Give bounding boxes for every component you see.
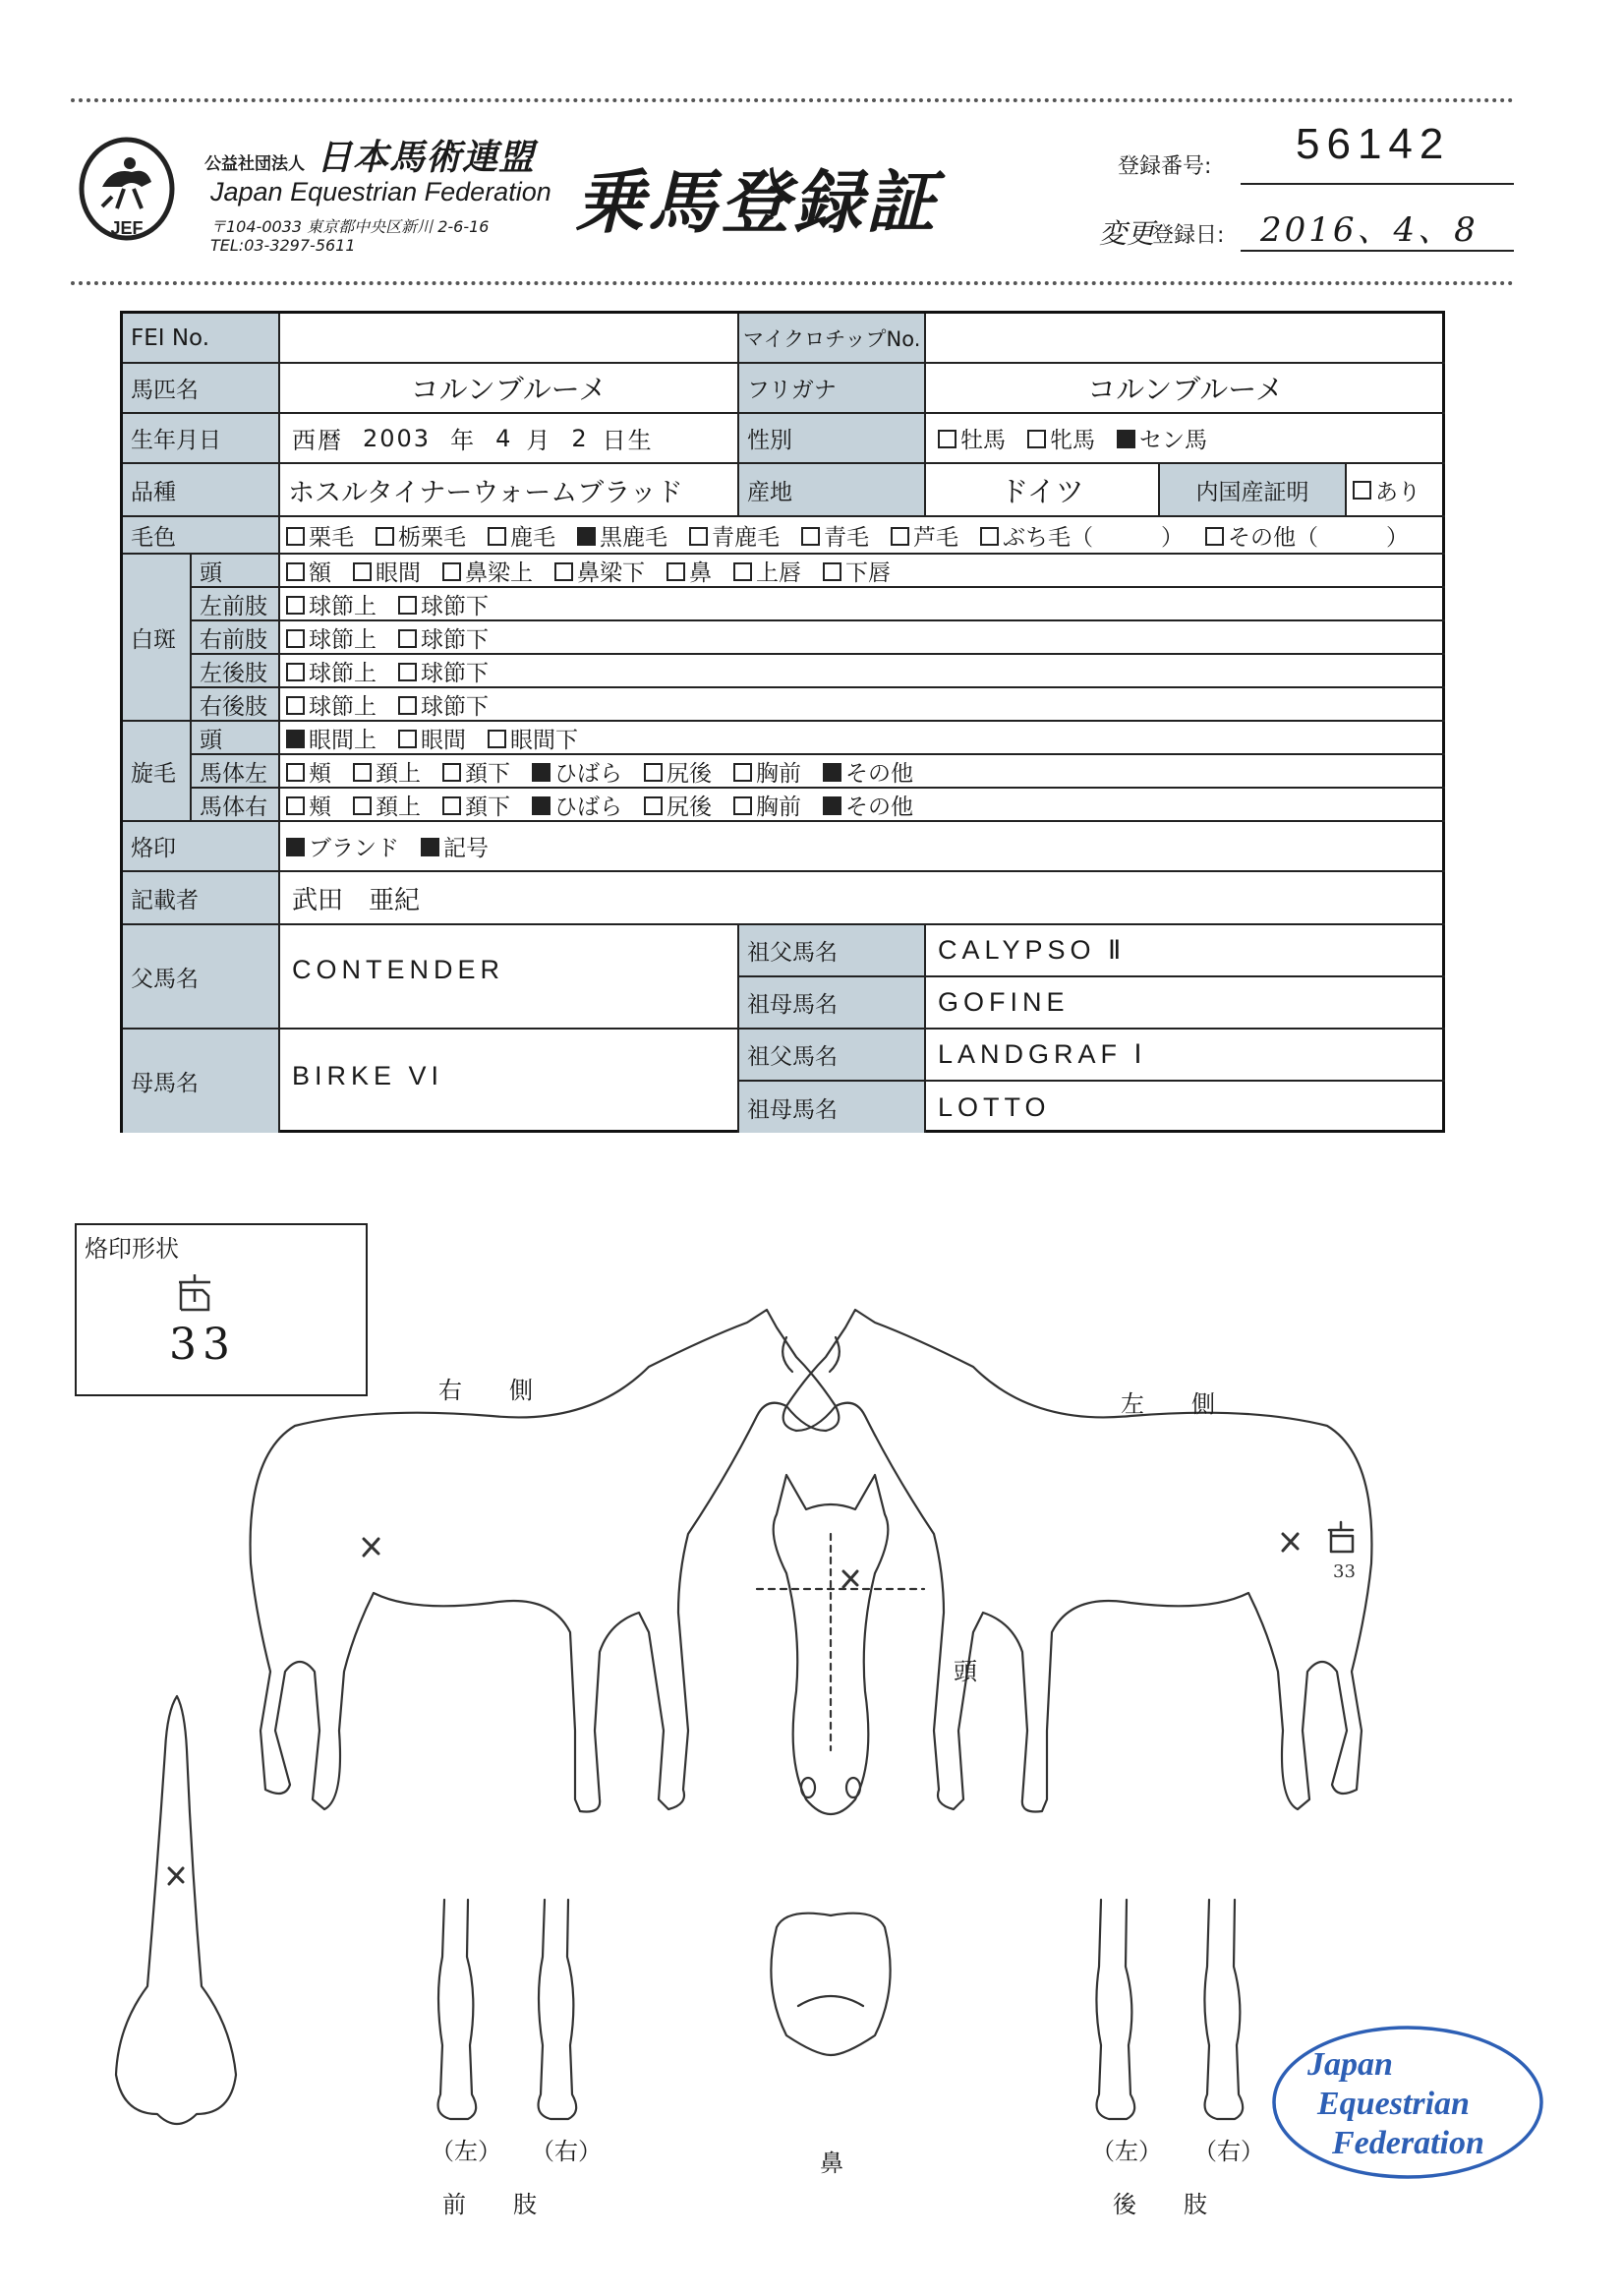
option-item [398,722,466,754]
fei-label: FEI No. [123,314,280,364]
option-checkbox[interactable] [398,663,417,681]
option-item [286,588,377,620]
whorl-label: 旋毛 [123,722,192,822]
name-label: 馬匹名 [123,364,280,414]
option-checkbox[interactable] [733,796,752,815]
white-part-right-hind: 右後肢 [192,688,280,722]
option-label: 球節下 [421,626,489,653]
brand-options [280,822,1445,872]
option-checkbox[interactable] [286,730,305,748]
option-checkbox[interactable] [891,527,909,546]
option-label: 眼間上 [309,727,377,753]
option-checkbox[interactable] [353,796,372,815]
option-checkbox[interactable] [532,763,551,782]
option-checkbox[interactable] [532,796,551,815]
sex-label: 性別 [739,414,926,464]
option-item [1117,422,1207,454]
reg-number-label: 登録番号: [1118,154,1212,179]
option-item [554,555,645,587]
option-checkbox[interactable] [1205,527,1224,546]
option-checkbox[interactable] [286,596,305,615]
birth-month: 4 [495,424,513,452]
stamp-line1: Japan [1307,2046,1393,2083]
change-mark: 変更 [1099,217,1155,250]
domestic-cert-label: 内国産証明 [1160,464,1347,517]
option-label: ブランド [309,836,399,861]
option-label: 鼻 [689,559,712,586]
horse-top-view [116,1696,236,2124]
option-label: 黒鹿毛 [600,524,667,551]
option-label: 眼間 [376,559,421,586]
org-name-en: Japan Equestrian Federation [210,177,551,206]
option-item [442,755,510,788]
option-checkbox[interactable] [938,430,956,448]
option-item [733,755,801,788]
option-label: その他 [845,760,913,787]
option-checkbox[interactable] [286,562,305,581]
option-label: 球節上 [309,693,377,720]
option-checkbox[interactable] [442,562,461,581]
option-checkbox[interactable] [644,763,663,782]
option-label: その他（ ） [1228,524,1409,551]
option-label: 頬 [309,794,331,820]
option-checkbox[interactable] [823,763,841,782]
option-label: 胸前 [756,760,801,787]
option-item [823,789,913,821]
option-item [801,519,869,552]
birth-year: 2003 [363,424,432,452]
option-label: 尻後 [667,760,712,787]
option-checkbox[interactable] [644,796,663,815]
option-item [532,755,622,788]
option-item [286,789,331,821]
hind-left-label: （左） [1091,2138,1162,2165]
white-options-right-hind [280,688,1445,722]
option-item [980,519,1184,552]
fei-value [280,314,739,364]
option-item [442,555,533,587]
logo-text: JEF [110,218,144,238]
breed-label: 品種 [123,464,280,517]
domestic-cert-option [1347,464,1445,517]
option-item [376,519,466,552]
whorl-options-head [280,722,1445,755]
option-label: 球節下 [421,693,489,720]
option-item [823,555,891,587]
option-checkbox[interactable] [1117,430,1135,448]
option-label: 記号 [443,836,489,861]
option-checkbox[interactable] [667,562,685,581]
white-part-left-fore: 左前肢 [192,588,280,621]
birth-day: 2 [571,424,589,452]
whorl-part-body-right: 馬体右 [192,789,280,822]
option-checkbox[interactable] [577,527,596,546]
option-item [644,789,712,821]
reg-number: 56142 [1296,120,1451,168]
fore-right-label: （右） [531,2138,602,2165]
granddam-label-1: 祖母馬名 [739,977,926,1030]
option-checkbox[interactable] [398,596,417,615]
option-label: 眼間下 [510,727,578,753]
option-item [286,830,399,862]
birth-m-unit: 月 [526,427,552,454]
birth-value [280,414,739,464]
option-label: ひばら [554,760,622,787]
microchip-label: マイクロチップNo. [739,314,926,364]
option-item [689,519,780,552]
left-side-label: 左 側 [1121,1390,1215,1418]
white-label: 白斑 [123,555,192,722]
org-prefix: 公益社団法人 [204,154,305,174]
option-checkbox[interactable] [823,796,841,815]
horse-diagram [0,1278,1623,2262]
option-item [532,789,622,821]
reg-date-label: 登録日: [1152,223,1225,248]
hindlimbs-label: 後 肢 [1113,2191,1207,2218]
option-item [286,621,377,654]
option-label: その他 [845,794,913,820]
option-label: 眼間 [421,727,466,753]
option-checkbox[interactable] [488,730,506,748]
bottom-dotted-divider [71,281,1514,285]
option-item [398,588,489,620]
option-checkbox[interactable] [1027,430,1046,448]
option-checkbox[interactable] [353,562,372,581]
reg-number-underline [1241,183,1514,185]
option-checkbox[interactable] [353,763,372,782]
granddam-label-2: 祖母馬名 [739,1082,926,1133]
origin-label: 産地 [739,464,926,517]
option-item [286,655,377,687]
white-options-left-hind [280,655,1445,688]
option-label: 青鹿毛 [712,524,780,551]
whorl-part-head: 頭 [192,722,280,755]
option-checkbox[interactable] [733,763,752,782]
dam-label: 母馬名 [123,1030,280,1133]
option-checkbox[interactable] [421,838,439,856]
domestic-cert-option-label: あり [1375,479,1420,505]
org-tel: TEL:03-3297-5611 [210,236,356,255]
horse-right-side [251,1310,840,1812]
option-label: ぶち毛（ ） [1003,524,1184,551]
option-checkbox[interactable] [689,527,708,546]
option-item [667,555,712,587]
birth-label: 生年月日 [123,414,280,464]
registration-table [120,311,1445,1133]
option-label: 頚下 [465,760,510,787]
dam-sire-value: LANDGRAF Ⅰ [926,1030,1445,1082]
grandsire-label-1: 祖父馬名 [739,925,926,977]
stamp-line2: Equestrian [1317,2086,1470,2122]
option-item [286,722,377,754]
domestic-cert-checkbox[interactable] [1353,481,1371,500]
option-label: 頬 [309,760,331,787]
hind-right-label: （右） [1193,2138,1264,2165]
option-label: 額 [309,559,331,586]
option-item [488,519,555,552]
option-checkbox[interactable] [442,763,461,782]
option-item [823,755,913,788]
option-label: 頚上 [376,794,421,820]
reg-date: 2016、4、8 [1260,210,1478,250]
horse-head-front [757,1475,924,1814]
hindlimbs-drawing [1096,1900,1243,2119]
option-item [488,722,578,754]
coat-label: 毛色 [123,517,280,555]
sire-sire-value: CALYPSO Ⅱ [926,925,1445,977]
grandsire-label-2: 祖父馬名 [739,1030,926,1082]
option-item [442,789,510,821]
option-label: 下唇 [845,559,891,586]
forelimbs-label: 前 肢 [442,2191,537,2218]
option-checkbox[interactable] [286,696,305,715]
birth-d-unit: 日生 [602,427,654,454]
option-label: 鹿毛 [510,524,555,551]
option-checkbox[interactable] [398,696,417,715]
option-item [891,519,958,552]
org-name-jp: 日本馬術連盟 [317,138,536,178]
option-label: 栗毛 [309,524,354,551]
white-options-right-fore [280,621,1445,655]
nose-label: 鼻 [820,2149,843,2177]
option-item [1027,422,1095,454]
option-item [577,519,667,552]
option-checkbox[interactable] [286,527,305,546]
option-item [644,755,712,788]
furigana-label: フリガナ [739,364,926,414]
option-label: 青毛 [824,524,869,551]
option-label: 尻後 [667,794,712,820]
option-checkbox[interactable] [398,629,417,648]
option-item [286,555,331,587]
option-label: ひばら [554,794,622,820]
option-item [286,755,331,788]
option-checkbox[interactable] [801,527,820,546]
option-item [938,422,1006,454]
option-item [353,555,421,587]
option-label: 球節上 [309,626,377,653]
microchip-value [926,314,1445,364]
option-checkbox[interactable] [823,562,841,581]
whorl-options-body-left [280,755,1445,789]
option-label: 頚上 [376,760,421,787]
sire-value: CONTENDER [280,925,739,1030]
right-side-label: 右 側 [438,1377,533,1404]
furigana-value: コルンブルーメ [926,364,1445,414]
option-item [398,621,489,654]
option-checkbox[interactable] [286,629,305,648]
brand-label: 烙印 [123,822,280,872]
option-label: 栃栗毛 [398,524,466,551]
option-checkbox[interactable] [488,527,506,546]
white-part-head: 頭 [192,555,280,588]
option-item [398,655,489,687]
option-label: セン馬 [1139,428,1207,453]
white-options-left-fore [280,588,1445,621]
option-item [286,519,354,552]
white-part-left-hind: 左後肢 [192,655,280,688]
option-label: 球節下 [421,660,489,686]
option-checkbox[interactable] [980,527,999,546]
white-part-right-fore: 右前肢 [192,621,280,655]
option-label: 芦毛 [913,524,958,551]
option-checkbox[interactable] [286,796,305,815]
birth-y-unit: 年 [450,427,477,454]
nose-drawing [771,1913,890,2055]
sire-dam-value: GOFINE [926,977,1445,1030]
option-label: 頚下 [465,794,510,820]
option-label: 球節上 [309,660,377,686]
option-item [733,789,801,821]
fore-left-label: （左） [431,2138,501,2165]
option-checkbox[interactable] [398,730,417,748]
horse-left-side [783,1310,1372,1812]
origin-value: ドイツ [926,464,1160,517]
top-dotted-divider [71,98,1514,102]
option-item [353,789,421,821]
org-address: 〒104-0033 東京都中央区新川 2-6-16 [210,217,490,236]
whorl-part-body-left: 馬体左 [192,755,280,789]
option-checkbox[interactable] [442,796,461,815]
left-side-brand-mark: 33 [1333,1561,1356,1582]
forelimbs-drawing [438,1900,577,2119]
option-item [1205,519,1409,552]
document-title: 乗馬登録証 [575,162,939,243]
option-label: 胸前 [756,794,801,820]
white-options-head [280,555,1445,588]
head-label: 頭 [954,1658,977,1685]
option-item [733,555,801,587]
whorl-options-body-right [280,789,1445,822]
option-checkbox[interactable] [286,663,305,681]
reg-date-underline [1241,250,1514,252]
dam-value: BIRKE VI [280,1030,739,1133]
option-label: 鼻梁下 [577,559,645,586]
option-checkbox[interactable] [733,562,752,581]
brand-mark: 33 [169,1320,236,1370]
writer-value: 武田 亜紀 [280,872,1445,925]
option-label: 牡馬 [960,428,1006,453]
coat-options [280,517,1445,555]
sex-options [926,414,1445,464]
option-label: 球節上 [309,593,377,619]
birth-era: 西暦 [292,427,343,454]
option-label: 鼻梁上 [465,559,533,586]
brand-shape-label: 烙印形状 [85,1235,179,1263]
option-label: 球節下 [421,593,489,619]
option-checkbox[interactable] [286,763,305,782]
jef-stamp [1274,2028,1541,2177]
dam-dam-value: LOTTO [938,1091,1051,1122]
sire-label: 父馬名 [123,925,280,1030]
option-item [398,688,489,721]
option-item [353,755,421,788]
option-item [421,830,489,862]
jef-logo [73,128,181,244]
option-checkbox[interactable] [286,838,305,856]
option-item [286,688,377,721]
writer-label: 記載者 [123,872,280,925]
option-label: 牝馬 [1050,428,1095,453]
option-checkbox[interactable] [376,527,394,546]
option-label: 上唇 [756,559,801,586]
breed-value: ホスルタイナーウォームブラッド [280,464,739,517]
name-value: コルンブルーメ [280,364,739,414]
option-checkbox[interactable] [554,562,573,581]
stamp-line3: Federation [1332,2125,1484,2161]
